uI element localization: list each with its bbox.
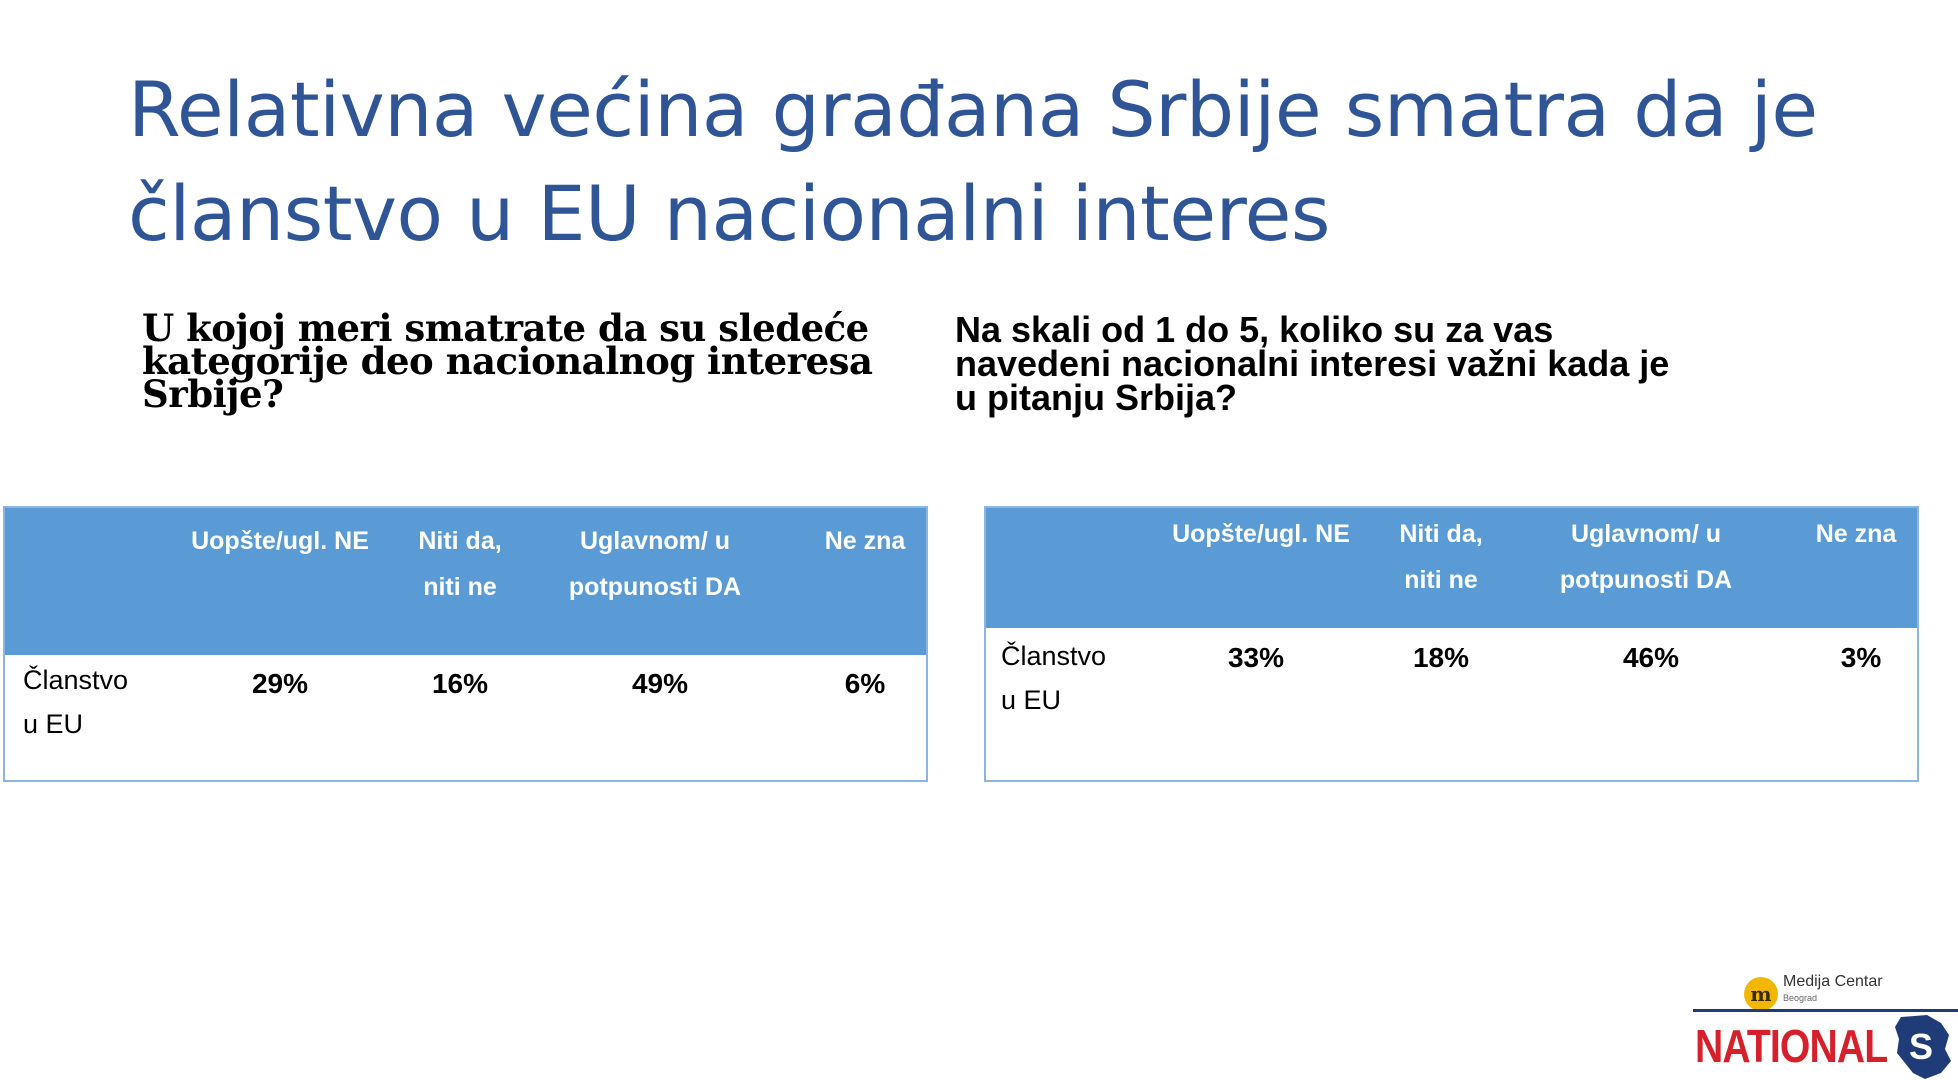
column-header: Uopšte/ugl. NE (1172, 520, 1350, 548)
slide-title (128, 58, 1828, 266)
value-cell: 33% (1227, 642, 1285, 673)
svg-text:S: S (1908, 1026, 1934, 1067)
logo-divider (1693, 1009, 1958, 1012)
value-cell: 46% (1622, 642, 1680, 673)
column-header: Niti da, niti ne (1399, 520, 1483, 594)
value-cell: 6% (844, 668, 886, 699)
column-header: Niti da, niti ne (418, 527, 502, 601)
column-header: Uglavnom/ u potpunosti DA (1559, 520, 1733, 594)
national-security-logo (1693, 965, 1958, 1080)
left-results-table (3, 506, 928, 782)
slide-title-line-2: članstvo u EU nacionalni interes (128, 169, 1331, 258)
brand-wordmark: NATIONAL (1695, 1020, 1888, 1072)
column-header: Uglavnom/ u potpunosti DA (568, 527, 742, 601)
column-header: Uopšte/ugl. NE (191, 527, 369, 555)
left-question (142, 306, 942, 416)
value-cell: 3% (1840, 642, 1882, 673)
right-results-table (984, 506, 1919, 782)
column-header: Ne zna (1815, 520, 1897, 548)
value-cell: 18% (1412, 642, 1470, 673)
left-question-line-3: Srbije? (142, 372, 284, 416)
right-question-line-1: Na skali od 1 do 5, koliko su za vas (955, 309, 1554, 350)
left-question-line-1: U kojoj meri smatrate da su sledeće (142, 306, 869, 350)
value-cell: 29% (251, 668, 309, 699)
medija-centar-sub-label: Beograd (1783, 993, 1818, 1003)
row-label: Članstvo u EU (23, 665, 129, 739)
serbia-map-icon (1891, 1013, 1953, 1080)
right-question (955, 309, 1855, 418)
right-question-line-3: u pitanju Srbija? (955, 377, 1238, 418)
right-question-line-2: navedeni nacionalni interesi važni kada je (955, 343, 1670, 384)
value-cell: 49% (631, 668, 689, 699)
left-question-line-2: kategorije deo nacionalnog interesa (142, 339, 873, 383)
row-label: Članstvo u EU (1001, 641, 1107, 715)
medija-centar-label: Medija Centar (1783, 973, 1883, 990)
slide-title-line-1: Relativna većina građana Srbije smatra da je (128, 65, 1818, 154)
value-cell: 16% (431, 668, 489, 699)
column-header: Ne zna (824, 527, 906, 555)
medija-centar-logo-icon: m (1744, 977, 1778, 1011)
